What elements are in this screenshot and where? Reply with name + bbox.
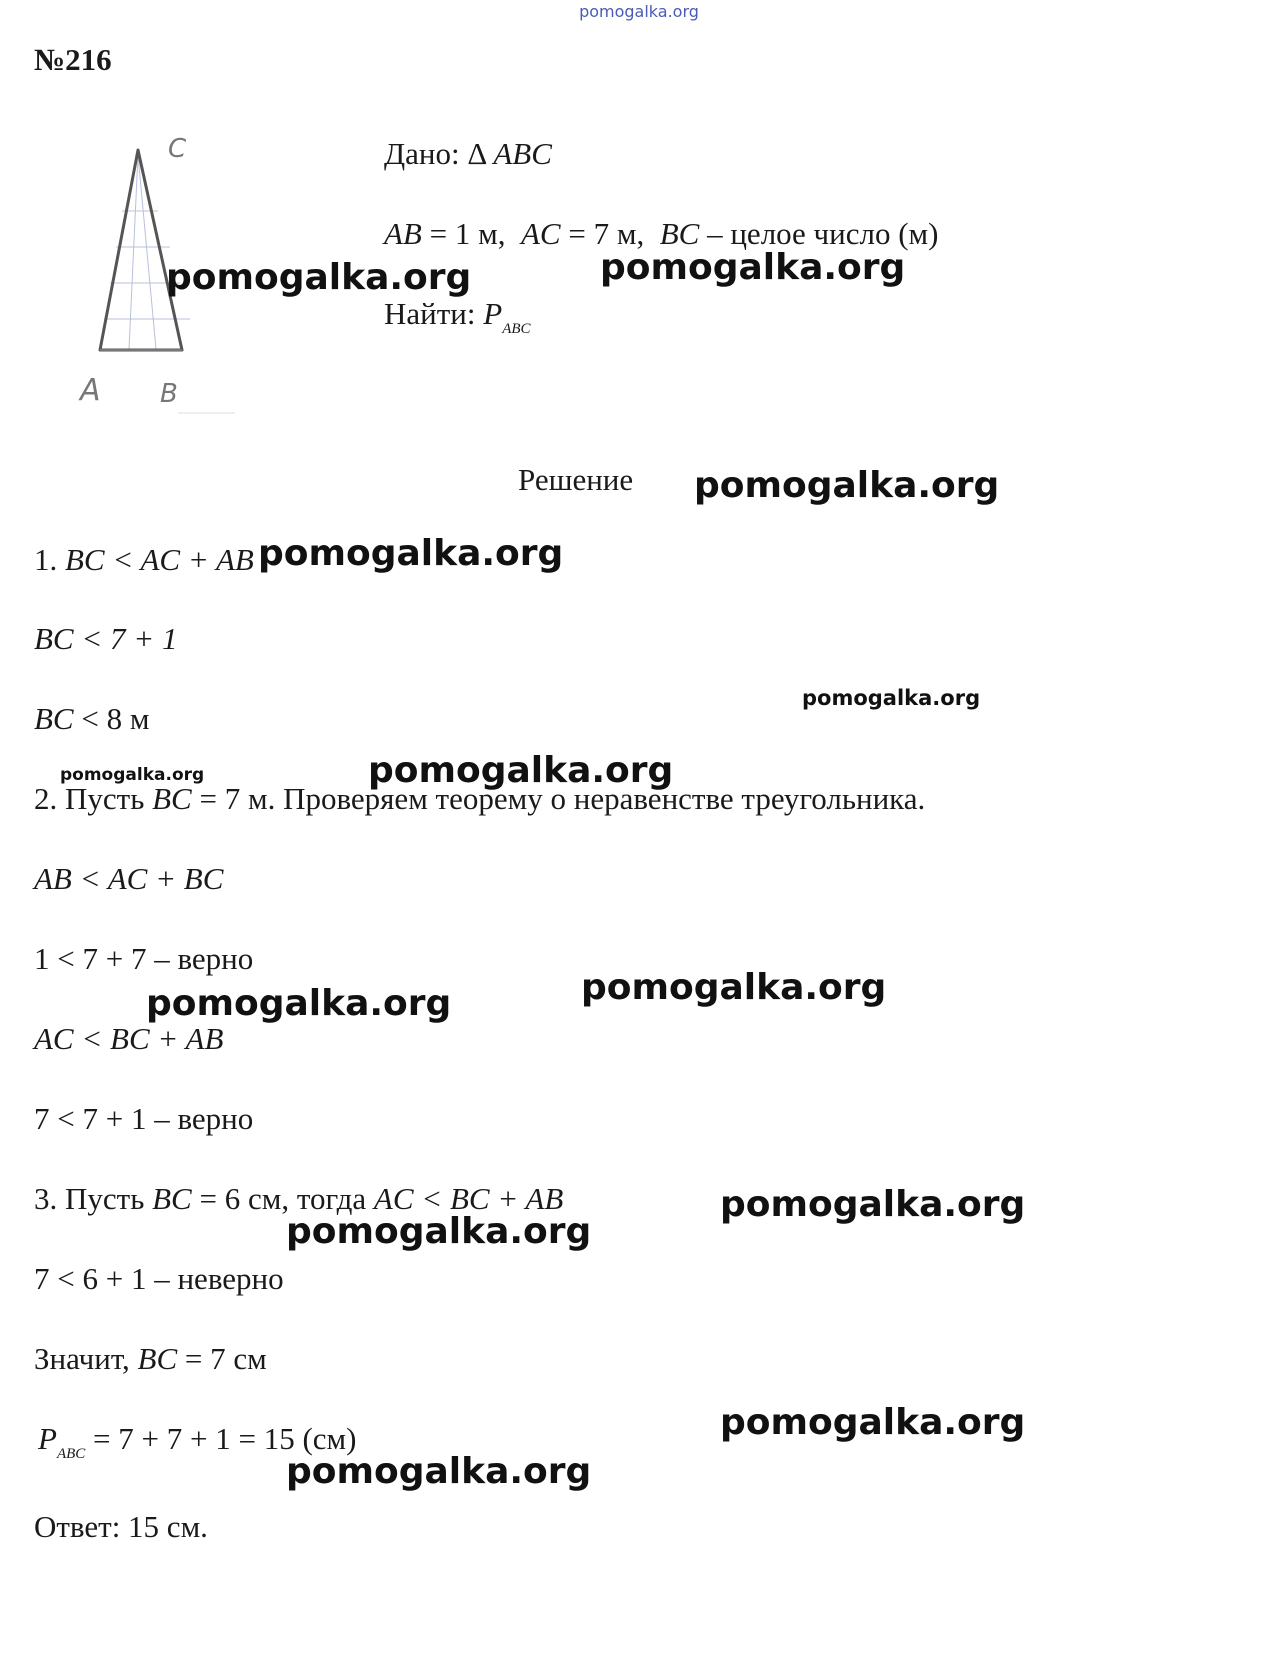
find-label: Найти:	[384, 296, 476, 331]
watermark: pomogalka.org	[286, 1211, 592, 1252]
step1-result	[34, 701, 149, 737]
conclusion-var: BC	[137, 1341, 178, 1376]
ac-value: = 7 м,	[560, 216, 645, 251]
vertex-c-label: C	[168, 134, 187, 164]
watermark: pomogalka.org	[166, 257, 472, 298]
conclusion-value: = 7 см	[177, 1341, 267, 1376]
conclusion-prefix: Значит,	[34, 1341, 130, 1376]
watermark: pomogalka.org	[368, 750, 674, 791]
solution-title: Решение	[518, 462, 634, 497]
triangle-symbol: Δ	[467, 136, 486, 171]
step2-var: BC	[152, 781, 192, 816]
given-line	[384, 136, 552, 172]
watermark: pomogalka.org	[802, 686, 981, 710]
ac-var: AC	[520, 216, 561, 251]
step3-var: BC	[152, 1181, 192, 1216]
vertex-a-label: A	[80, 373, 101, 408]
given-label: Дано:	[384, 136, 460, 171]
perimeter-var: P	[38, 1421, 57, 1456]
step1-line	[34, 542, 254, 578]
step1-substitution: BC < 7 + 1	[34, 621, 178, 656]
find-line	[384, 296, 531, 347]
step2-check2: AC < BC + AB	[34, 1021, 224, 1056]
answer-line: Ответ: 15 см.	[34, 1509, 208, 1544]
step2-prefix: 2. Пусть	[34, 781, 145, 816]
watermark: pomogalka.org	[60, 765, 205, 785]
ab-var: AB	[384, 216, 422, 251]
step2-check1-result: 1 < 7 + 7 – верно	[34, 941, 254, 976]
task-number: №216	[34, 42, 112, 77]
step1-inequality: BC < AC + AB	[65, 542, 254, 577]
step2-check2-result: 7 < 7 + 1 – верно	[34, 1101, 254, 1136]
step1-prefix: 1.	[34, 542, 58, 577]
step1-result-value: < 8 м	[73, 701, 150, 736]
watermark: pomogalka.org	[694, 465, 1000, 506]
perimeter-sub: ABC	[56, 1446, 86, 1462]
ab-value: = 1 м,	[421, 216, 506, 251]
find-var: P	[483, 296, 503, 331]
step2-text: = 7 м. Проверяем теорему о неравенстве треугольника.	[191, 781, 926, 816]
step1-result-var: BC	[34, 701, 74, 736]
source-watermark[interactable]: pomogalka.org	[579, 2, 699, 21]
triangle-abc	[100, 150, 182, 350]
bc-text: – целое число (м)	[699, 216, 939, 251]
watermark: pomogalka.org	[600, 247, 906, 288]
watermark: pomogalka.org	[720, 1184, 1026, 1225]
vertex-b-label: B	[160, 379, 178, 409]
step2-check1: AB < AC + BC	[34, 861, 224, 896]
watermark: pomogalka.org	[286, 1451, 592, 1492]
watermark: pomogalka.org	[720, 1402, 1026, 1443]
step3-inequality: AC < BC + AB	[373, 1181, 564, 1216]
step3-mid: = 6 см, тогда	[191, 1181, 367, 1216]
step3-prefix: 3. Пусть	[34, 1181, 145, 1216]
perimeter-expression: = 7 + 7 + 1 = 15 (см)	[85, 1421, 357, 1456]
watermark: pomogalka.org	[581, 967, 887, 1008]
bc-var: BC	[659, 216, 700, 251]
conclusion-line	[34, 1341, 267, 1377]
watermark: pomogalka.org	[146, 983, 452, 1024]
triangle-name: ABC	[493, 136, 552, 171]
watermark: pomogalka.org	[258, 533, 564, 574]
step3-check-result: 7 < 6 + 1 – неверно	[34, 1261, 284, 1296]
find-sub: ABC	[502, 321, 531, 337]
